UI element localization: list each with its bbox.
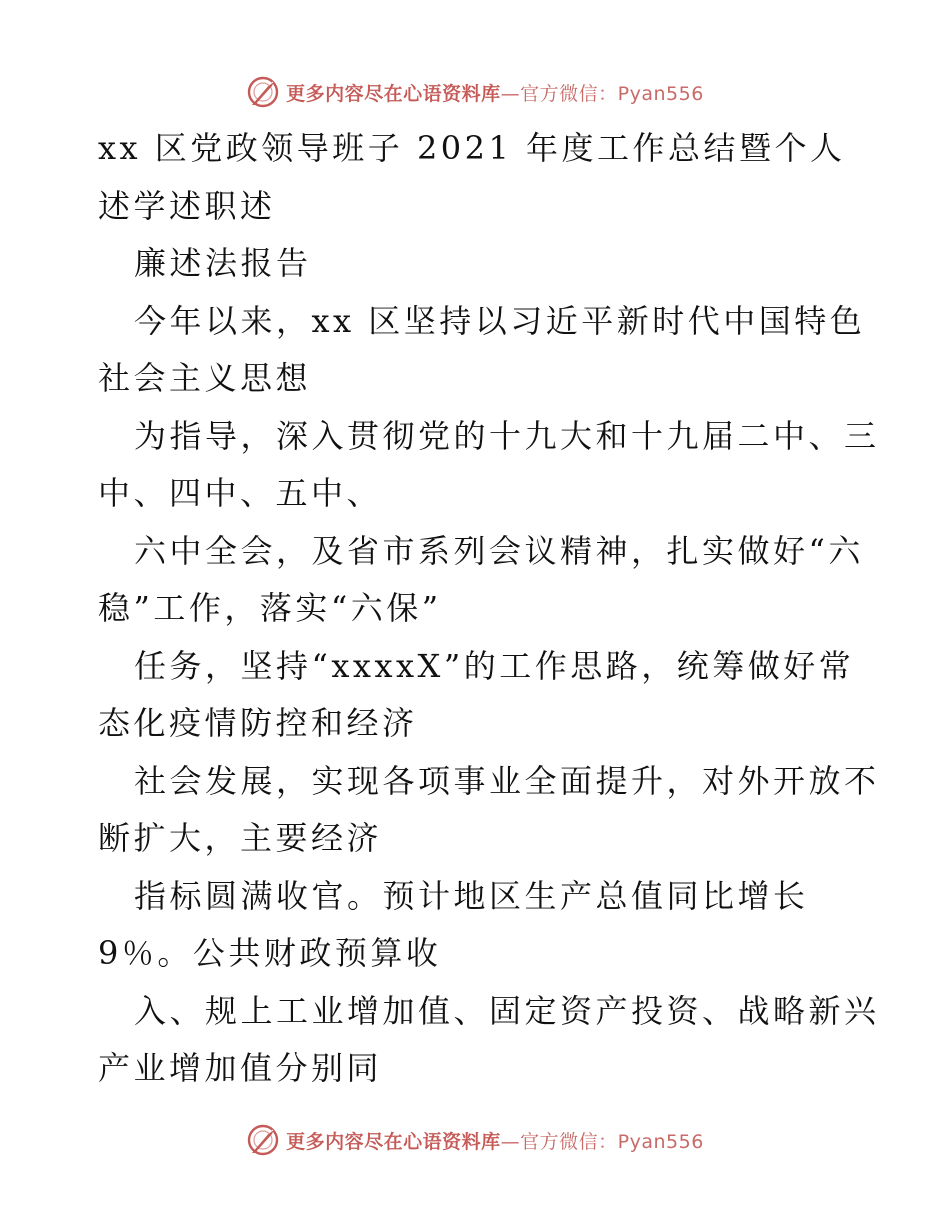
- doc-line-8: 六中全会，及省市系列会议精神，扎实做好“六: [134, 531, 864, 570]
- document-body: [98, 120, 880, 1098]
- quill-seal-icon: [246, 75, 280, 109]
- doc-line-5: 社会主义思想: [98, 359, 312, 397]
- doc-line-6: 为指导，深入贯彻党的十九大和十九届二中、三: [134, 416, 880, 455]
- doc-line-11: 态化疫情防控和经济: [98, 704, 418, 742]
- doc-line-16: 入、规上工业增加值、固定资产投资、战略新兴: [134, 991, 880, 1030]
- footer-watermark-banner: [0, 1118, 950, 1162]
- doc-line-9: 稳”工作，落实“六保”: [98, 589, 442, 627]
- doc-line-4: 今年以来，xx 区坚持以习近平新时代中国特色: [134, 301, 866, 340]
- header-watermark-banner: [0, 70, 950, 114]
- doc-line-12: 社会发展，实现各项事业全面提升，对外开放不: [134, 761, 880, 800]
- quill-seal-icon: [246, 1123, 280, 1157]
- doc-line-10: 任务，坚持“xxxxX”的工作思路，统筹做好常: [134, 646, 855, 685]
- doc-line-7: 中、四中、五中、: [98, 474, 383, 512]
- doc-line-17: 产业增加值分别同: [98, 1049, 383, 1087]
- doc-line-13: 断扩大，主要经济: [98, 819, 383, 857]
- footer-watermark-text: 更多内容尽在心语资料库—官方微信：Pyan556: [286, 1130, 704, 1153]
- doc-line-3: 廉述法报告: [134, 244, 312, 282]
- doc-line-14: 指标圆满收官。预计地区生产总值同比增长: [134, 876, 809, 915]
- doc-line-1: xx 区党政领导班子 2021 年度工作总结暨个人: [98, 129, 846, 167]
- doc-line-15: 9％。公共财政预算收: [98, 934, 442, 972]
- doc-line-2: 述学述职述: [98, 186, 276, 225]
- header-watermark-text: 更多内容尽在心语资料库—官方微信：Pyan556: [286, 82, 704, 105]
